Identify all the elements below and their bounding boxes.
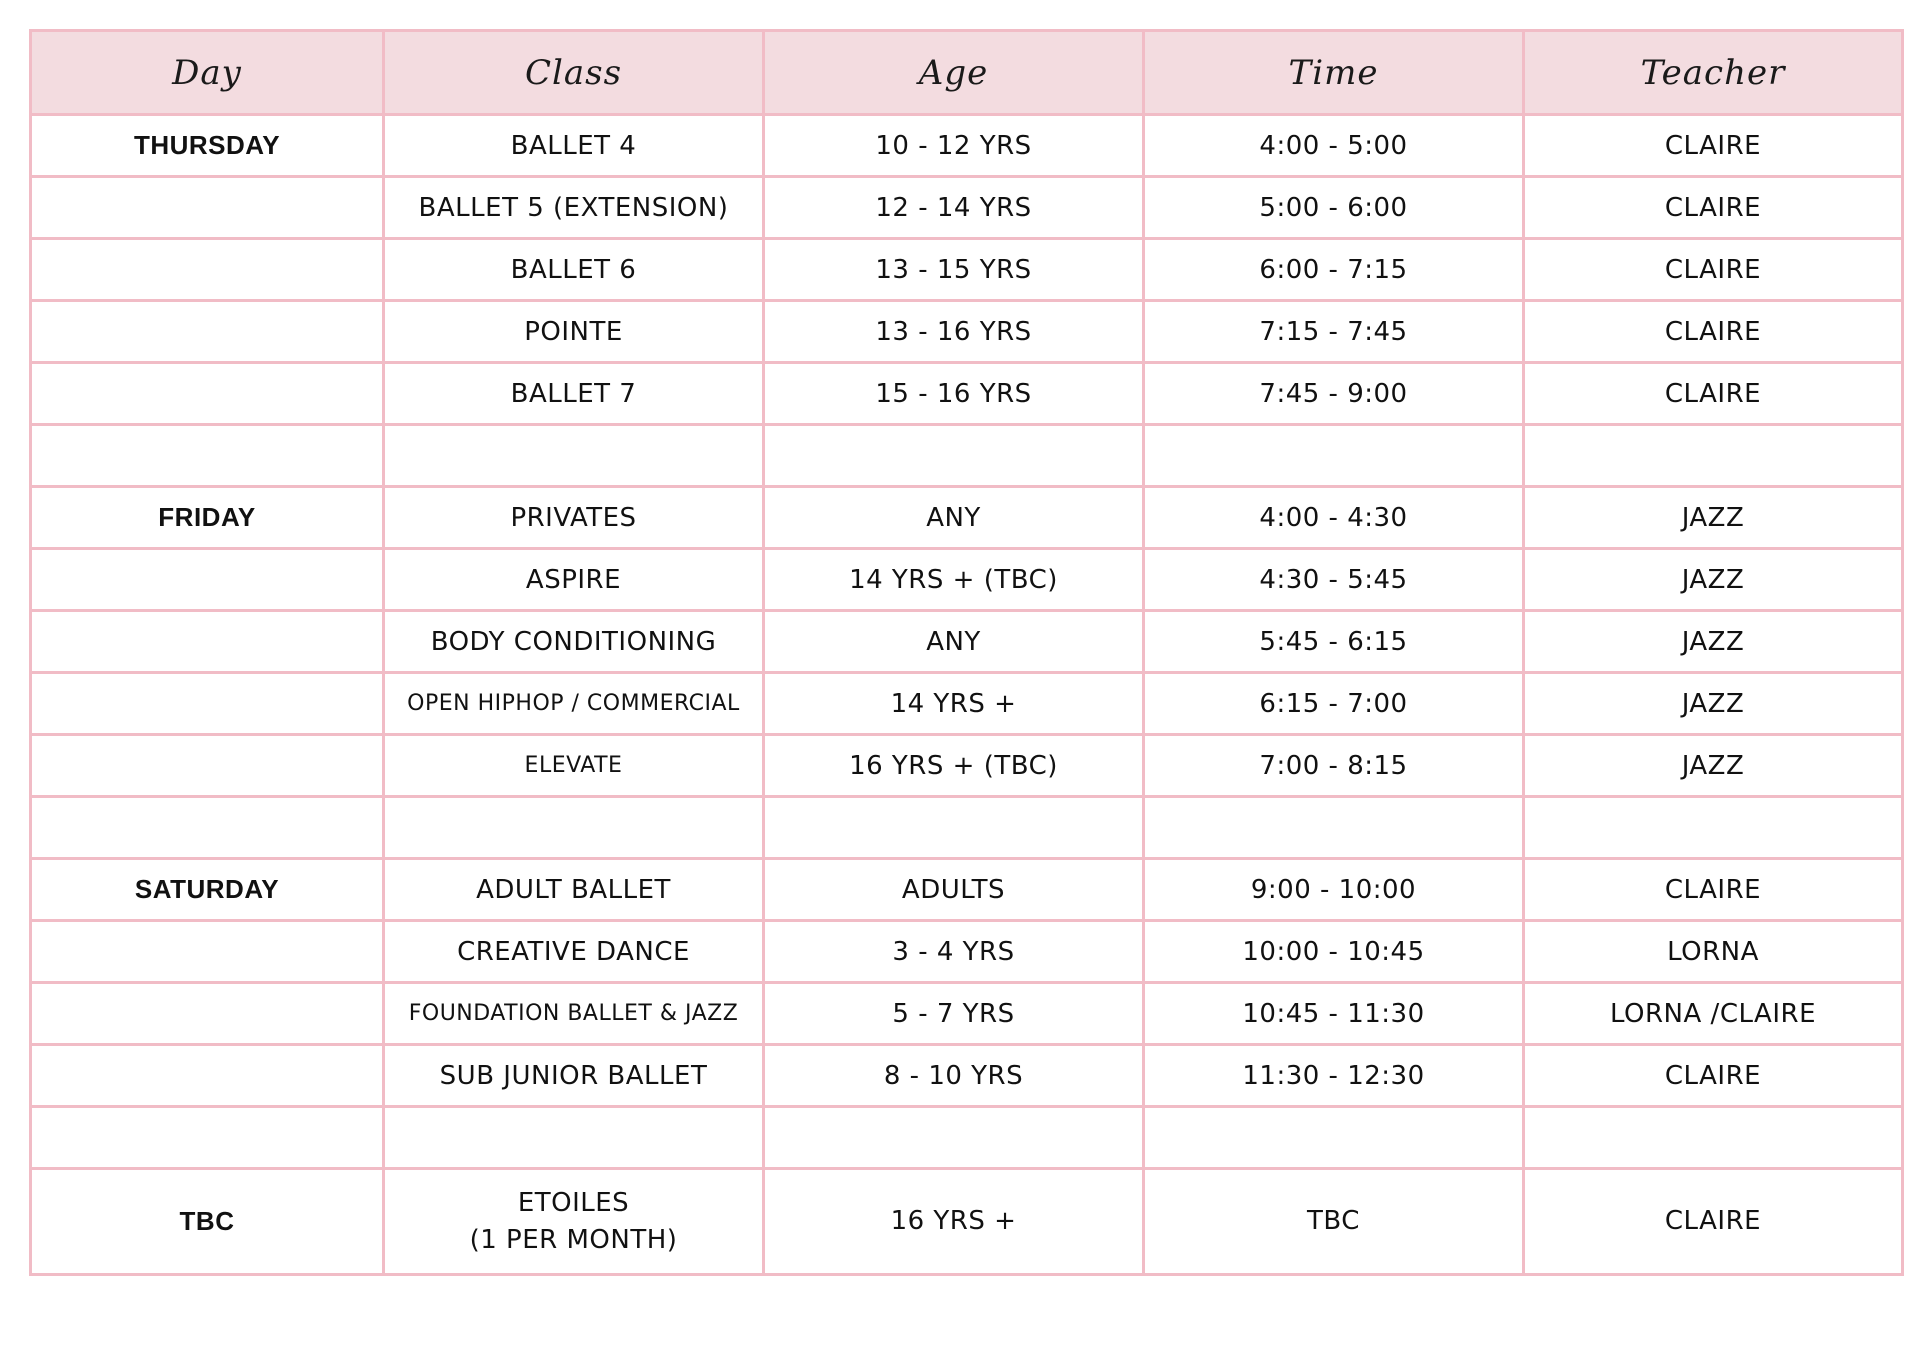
class-cell: FOUNDATION BALLET & JAZZ — [384, 983, 764, 1045]
header-time: Time — [1144, 31, 1524, 115]
time-cell: 4:00 - 5:00 — [1144, 115, 1524, 177]
age-cell: 16 YRS + — [764, 1169, 1144, 1275]
day-cell — [31, 549, 384, 611]
class-cell: ADULT BALLET — [384, 859, 764, 921]
header-class: Class — [384, 31, 764, 115]
empty-cell — [1524, 797, 1903, 859]
time-cell: 10:45 - 11:30 — [1144, 983, 1524, 1045]
empty-cell — [384, 1107, 764, 1169]
teacher-cell: CLAIRE — [1524, 115, 1903, 177]
time-cell: 5:45 - 6:15 — [1144, 611, 1524, 673]
day-cell — [31, 983, 384, 1045]
table-row — [31, 549, 1903, 611]
header-teacher: Teacher — [1524, 31, 1903, 115]
class-schedule-table — [29, 29, 1904, 1276]
class-cell: ELEVATE — [384, 735, 764, 797]
class-cell: BALLET 4 — [384, 115, 764, 177]
time-cell: 10:00 - 10:45 — [1144, 921, 1524, 983]
table-row — [31, 177, 1903, 239]
spacer-row — [31, 1107, 1903, 1169]
day-cell: TBC — [31, 1169, 384, 1275]
day-cell — [31, 611, 384, 673]
time-cell: 6:15 - 7:00 — [1144, 673, 1524, 735]
teacher-cell: CLAIRE — [1524, 859, 1903, 921]
teacher-cell: CLAIRE — [1524, 239, 1903, 301]
age-cell: ANY — [764, 487, 1144, 549]
header-day: Day — [31, 31, 384, 115]
day-cell: THURSDAY — [31, 115, 384, 177]
age-cell: 5 - 7 YRS — [764, 983, 1144, 1045]
time-cell: 4:00 - 4:30 — [1144, 487, 1524, 549]
day-cell — [31, 921, 384, 983]
time-cell: 9:00 - 10:00 — [1144, 859, 1524, 921]
header-row — [31, 31, 1903, 115]
age-cell: ADULTS — [764, 859, 1144, 921]
empty-cell — [1144, 797, 1524, 859]
age-cell: 13 - 15 YRS — [764, 239, 1144, 301]
teacher-cell: CLAIRE — [1524, 363, 1903, 425]
age-cell: 12 - 14 YRS — [764, 177, 1144, 239]
teacher-cell: JAZZ — [1524, 673, 1903, 735]
table-row — [31, 673, 1903, 735]
class-cell: BALLET 6 — [384, 239, 764, 301]
table-row — [31, 859, 1903, 921]
day-cell — [31, 735, 384, 797]
day-cell: FRIDAY — [31, 487, 384, 549]
class-cell: ASPIRE — [384, 549, 764, 611]
empty-cell — [764, 797, 1144, 859]
age-cell: 16 YRS + (TBC) — [764, 735, 1144, 797]
table-row — [31, 301, 1903, 363]
age-cell: 3 - 4 YRS — [764, 921, 1144, 983]
age-cell: 8 - 10 YRS — [764, 1045, 1144, 1107]
table-row — [31, 363, 1903, 425]
table-row — [31, 735, 1903, 797]
age-cell: 14 YRS + — [764, 673, 1144, 735]
class-cell: BODY CONDITIONING — [384, 611, 764, 673]
age-cell: 14 YRS + (TBC) — [764, 549, 1144, 611]
age-cell: ANY — [764, 611, 1144, 673]
empty-cell — [1524, 425, 1903, 487]
empty-cell — [384, 797, 764, 859]
teacher-cell: CLAIRE — [1524, 1045, 1903, 1107]
table-row — [31, 611, 1903, 673]
table-row — [31, 921, 1903, 983]
spacer-row — [31, 425, 1903, 487]
schedule-header — [31, 31, 1903, 115]
time-cell: 7:00 - 8:15 — [1144, 735, 1524, 797]
teacher-cell: LORNA /CLAIRE — [1524, 983, 1903, 1045]
schedule-body — [31, 115, 1903, 1275]
empty-cell — [1524, 1107, 1903, 1169]
class-cell: POINTE — [384, 301, 764, 363]
class-cell: OPEN HIPHOP / COMMERCIAL — [384, 673, 764, 735]
empty-cell — [31, 425, 384, 487]
teacher-cell: CLAIRE — [1524, 177, 1903, 239]
time-cell: 7:45 - 9:00 — [1144, 363, 1524, 425]
teacher-cell: JAZZ — [1524, 611, 1903, 673]
empty-cell — [31, 1107, 384, 1169]
table-row — [31, 487, 1903, 549]
day-cell — [31, 301, 384, 363]
table-row — [31, 239, 1903, 301]
day-cell — [31, 363, 384, 425]
time-cell: 11:30 - 12:30 — [1144, 1045, 1524, 1107]
time-cell: 6:00 - 7:15 — [1144, 239, 1524, 301]
empty-cell — [764, 425, 1144, 487]
empty-cell — [384, 425, 764, 487]
table-row — [31, 1169, 1903, 1275]
day-cell — [31, 673, 384, 735]
time-cell: TBC — [1144, 1169, 1524, 1275]
day-cell — [31, 1045, 384, 1107]
class-line-2: (1 PER MONTH) — [469, 1224, 678, 1255]
day-cell — [31, 239, 384, 301]
class-cell: CREATIVE DANCE — [384, 921, 764, 983]
time-cell: 4:30 - 5:45 — [1144, 549, 1524, 611]
time-cell: 5:00 - 6:00 — [1144, 177, 1524, 239]
class-cell — [384, 1169, 764, 1275]
teacher-cell: LORNA — [1524, 921, 1903, 983]
day-cell: SATURDAY — [31, 859, 384, 921]
age-cell: 15 - 16 YRS — [764, 363, 1144, 425]
empty-cell — [1144, 425, 1524, 487]
class-cell: SUB JUNIOR BALLET — [384, 1045, 764, 1107]
teacher-cell: JAZZ — [1524, 487, 1903, 549]
age-cell: 13 - 16 YRS — [764, 301, 1144, 363]
day-cell — [31, 177, 384, 239]
class-cell: BALLET 5 (EXTENSION) — [384, 177, 764, 239]
teacher-cell: CLAIRE — [1524, 1169, 1903, 1275]
spacer-row — [31, 797, 1903, 859]
teacher-cell: JAZZ — [1524, 735, 1903, 797]
class-cell: PRIVATES — [384, 487, 764, 549]
empty-cell — [31, 797, 384, 859]
age-cell: 10 - 12 YRS — [764, 115, 1144, 177]
table-row — [31, 115, 1903, 177]
class-line-1: ETOILES — [517, 1188, 630, 1219]
teacher-cell: JAZZ — [1524, 549, 1903, 611]
header-age: Age — [764, 31, 1144, 115]
teacher-cell: CLAIRE — [1524, 301, 1903, 363]
time-cell: 7:15 - 7:45 — [1144, 301, 1524, 363]
table-row — [31, 983, 1903, 1045]
empty-cell — [764, 1107, 1144, 1169]
empty-cell — [1144, 1107, 1524, 1169]
table-row — [31, 1045, 1903, 1107]
class-cell: BALLET 7 — [384, 363, 764, 425]
